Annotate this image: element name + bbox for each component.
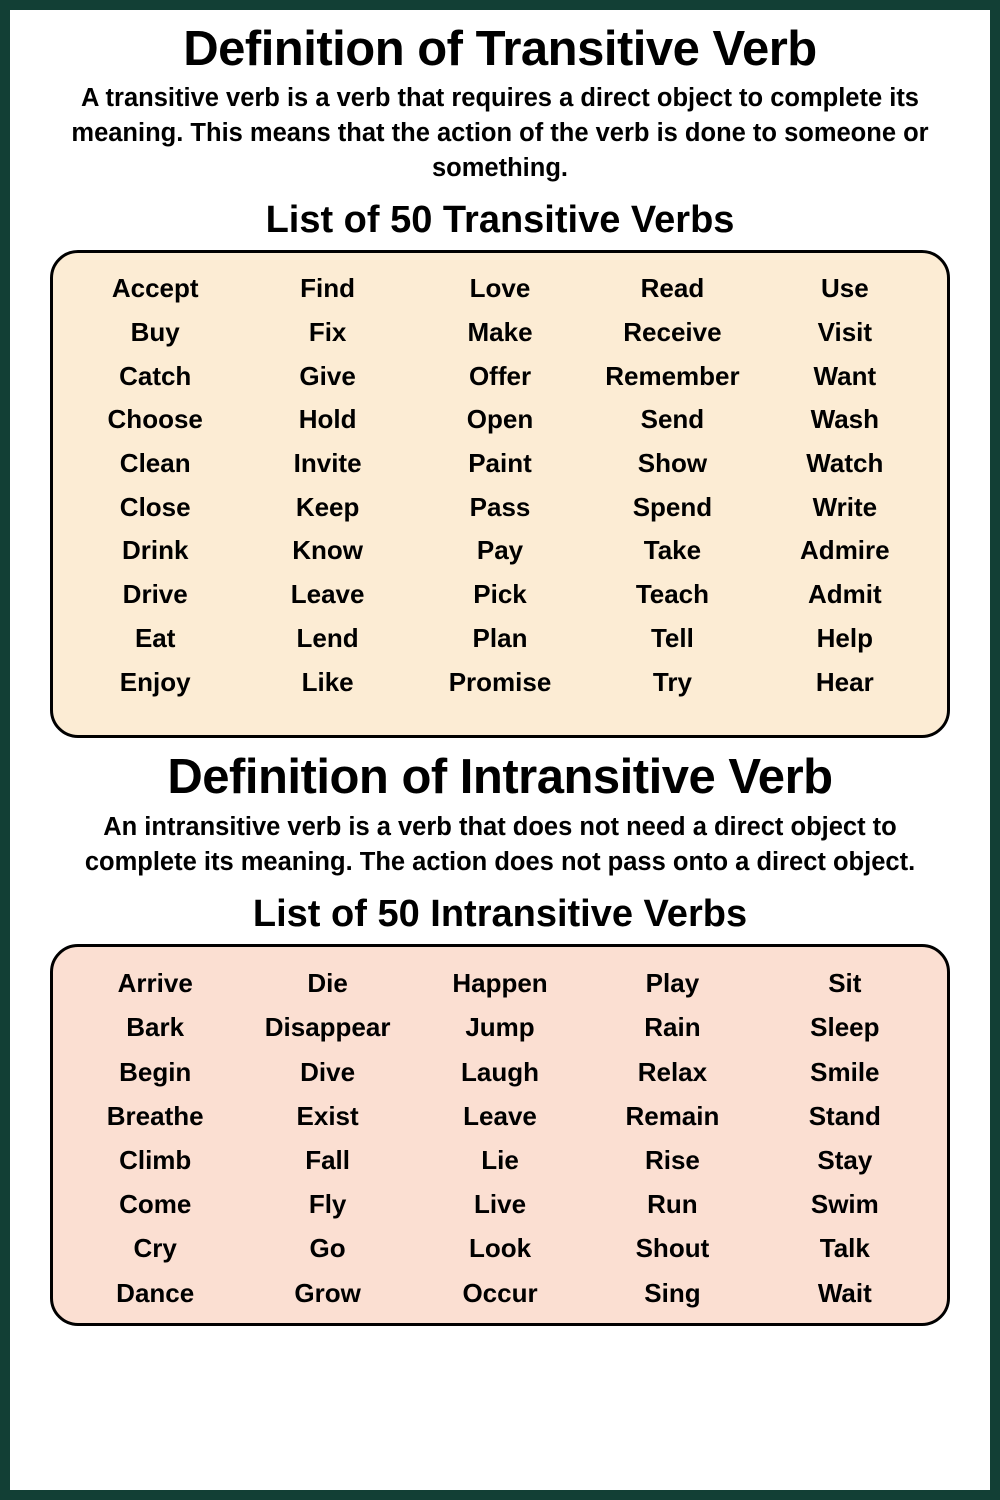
verb-item: Jump bbox=[465, 1012, 535, 1043]
verb-item: Use bbox=[820, 273, 869, 304]
verb-item: Drive bbox=[122, 579, 188, 610]
verb-item: Stay bbox=[817, 1144, 873, 1175]
intransitive-verb-box bbox=[50, 944, 950, 1326]
intransitive-definition: An intransitive verb is a verb that does not need a direct object to complete its meaning. The action does not pass onto a direct object. bbox=[84, 812, 916, 876]
verb-item: Visit bbox=[817, 317, 873, 348]
verb-item: Dive bbox=[300, 1056, 356, 1087]
verb-item: Happen bbox=[452, 968, 548, 999]
verb-item: Leave bbox=[290, 579, 365, 610]
verb-column bbox=[586, 267, 758, 719]
verb-column bbox=[759, 267, 931, 719]
verb-item: Eat bbox=[134, 622, 176, 653]
verb-item: Send bbox=[640, 404, 705, 435]
verb-item: Swim bbox=[810, 1189, 879, 1220]
verb-item: Admit bbox=[807, 579, 882, 610]
verb-item: Dance bbox=[116, 1277, 195, 1308]
verb-item: Watch bbox=[806, 448, 884, 479]
verb-item: Go bbox=[309, 1233, 346, 1264]
verb-item: Sit bbox=[828, 968, 862, 999]
verb-column bbox=[586, 961, 758, 1307]
verb-item: Cry bbox=[133, 1233, 177, 1264]
verb-item: Remain bbox=[625, 1100, 720, 1131]
verb-item: Sing bbox=[644, 1277, 701, 1308]
verb-item: Fix bbox=[308, 317, 347, 348]
verb-item: Accept bbox=[111, 273, 199, 304]
verb-item: Drink bbox=[121, 535, 189, 566]
verb-item: Hear bbox=[815, 666, 874, 697]
verb-item: Teach bbox=[635, 579, 710, 610]
verb-item: Talk bbox=[819, 1233, 870, 1264]
verb-item: Enjoy bbox=[119, 666, 191, 697]
verb-item: Pick bbox=[473, 579, 527, 610]
verb-item: Come bbox=[119, 1189, 192, 1220]
verb-item: Lend bbox=[296, 622, 359, 653]
verb-item: Remember bbox=[605, 360, 740, 391]
poster-page bbox=[10, 10, 990, 1490]
verb-item: Love bbox=[469, 273, 531, 304]
verb-column bbox=[241, 267, 413, 719]
verb-item: Rain bbox=[644, 1012, 701, 1043]
verb-item: Bark bbox=[126, 1012, 185, 1043]
verb-item: Look bbox=[468, 1233, 532, 1264]
transitive-list-title: List of 50 Transitive Verbs bbox=[265, 199, 735, 242]
verb-item: Leave bbox=[463, 1100, 537, 1131]
verb-item: Know bbox=[292, 535, 363, 566]
verb-column bbox=[241, 961, 413, 1307]
verb-column bbox=[414, 267, 586, 719]
verb-item: Stand bbox=[808, 1100, 881, 1131]
verb-item: Buy bbox=[130, 317, 180, 348]
verb-item: Climb bbox=[119, 1144, 192, 1175]
verb-item: Make bbox=[467, 317, 533, 348]
verb-item: Offer bbox=[468, 360, 532, 391]
verb-item: Clean bbox=[119, 448, 191, 479]
verb-item: Invite bbox=[293, 448, 362, 479]
verb-item: Like bbox=[301, 666, 354, 697]
verb-item: Help bbox=[816, 622, 873, 653]
verb-column bbox=[69, 961, 241, 1307]
verb-item: Open bbox=[466, 404, 534, 435]
verb-item: Take bbox=[643, 535, 702, 566]
verb-item: Play bbox=[645, 968, 700, 999]
verb-item: Lie bbox=[481, 1144, 519, 1175]
verb-item: Fly bbox=[308, 1189, 347, 1220]
verb-item: Relax bbox=[637, 1056, 708, 1087]
transitive-definition: A transitive verb is a verb that requires a direct object to complete its meaning. This means that the action of the verb is done to someone or something. bbox=[71, 84, 929, 182]
verb-item: Try bbox=[652, 666, 692, 697]
verb-item: Close bbox=[119, 491, 191, 522]
transitive-heading: Definition of Transitive Verb bbox=[183, 22, 817, 76]
verb-item: Laugh bbox=[461, 1056, 540, 1087]
verb-item: Rise bbox=[644, 1144, 700, 1175]
verb-item: Pass bbox=[469, 491, 531, 522]
verb-item: Read bbox=[640, 273, 705, 304]
verb-item: Admire bbox=[800, 535, 890, 566]
verb-item: Exist bbox=[296, 1100, 359, 1131]
intransitive-list-title: List of 50 Intransitive Verbs bbox=[252, 893, 748, 936]
verb-item: Live bbox=[474, 1189, 527, 1220]
verb-item: Hold bbox=[298, 404, 357, 435]
verb-item: Occur bbox=[462, 1277, 538, 1308]
verb-column bbox=[414, 961, 586, 1307]
intransitive-heading: Definition of Intransitive Verb bbox=[167, 750, 833, 805]
verb-item: Fall bbox=[305, 1144, 350, 1175]
verb-item: Choose bbox=[107, 404, 203, 435]
verb-item: Wait bbox=[817, 1277, 872, 1308]
verb-column bbox=[69, 267, 241, 719]
verb-item: Plan bbox=[472, 622, 528, 653]
verb-item: Shout bbox=[635, 1233, 710, 1264]
verb-item: Wash bbox=[810, 404, 880, 435]
verb-item: Show bbox=[637, 448, 708, 479]
verb-item: Keep bbox=[295, 491, 360, 522]
verb-item: Die bbox=[307, 968, 348, 999]
verb-item: Write bbox=[812, 491, 878, 522]
transitive-verb-box bbox=[50, 250, 950, 738]
verb-item: Sleep bbox=[810, 1012, 880, 1043]
verb-item: Run bbox=[647, 1189, 698, 1220]
verb-item: Paint bbox=[468, 448, 532, 479]
verb-item: Arrive bbox=[117, 968, 193, 999]
verb-item: Tell bbox=[650, 622, 694, 653]
verb-item: Promise bbox=[448, 666, 552, 697]
verb-item: Receive bbox=[623, 317, 722, 348]
verb-item: Spend bbox=[632, 491, 713, 522]
verb-item: Grow bbox=[294, 1277, 361, 1308]
verb-item: Pay bbox=[476, 535, 524, 566]
verb-item: Find bbox=[300, 273, 356, 304]
verb-item: Breathe bbox=[106, 1100, 204, 1131]
verb-item: Give bbox=[299, 360, 356, 391]
verb-item: Catch bbox=[119, 360, 192, 391]
verb-item: Begin bbox=[119, 1056, 192, 1087]
verb-item: Want bbox=[813, 360, 877, 391]
verb-column bbox=[759, 961, 931, 1307]
verb-item: Smile bbox=[810, 1056, 880, 1087]
verb-item: Disappear bbox=[264, 1012, 391, 1043]
